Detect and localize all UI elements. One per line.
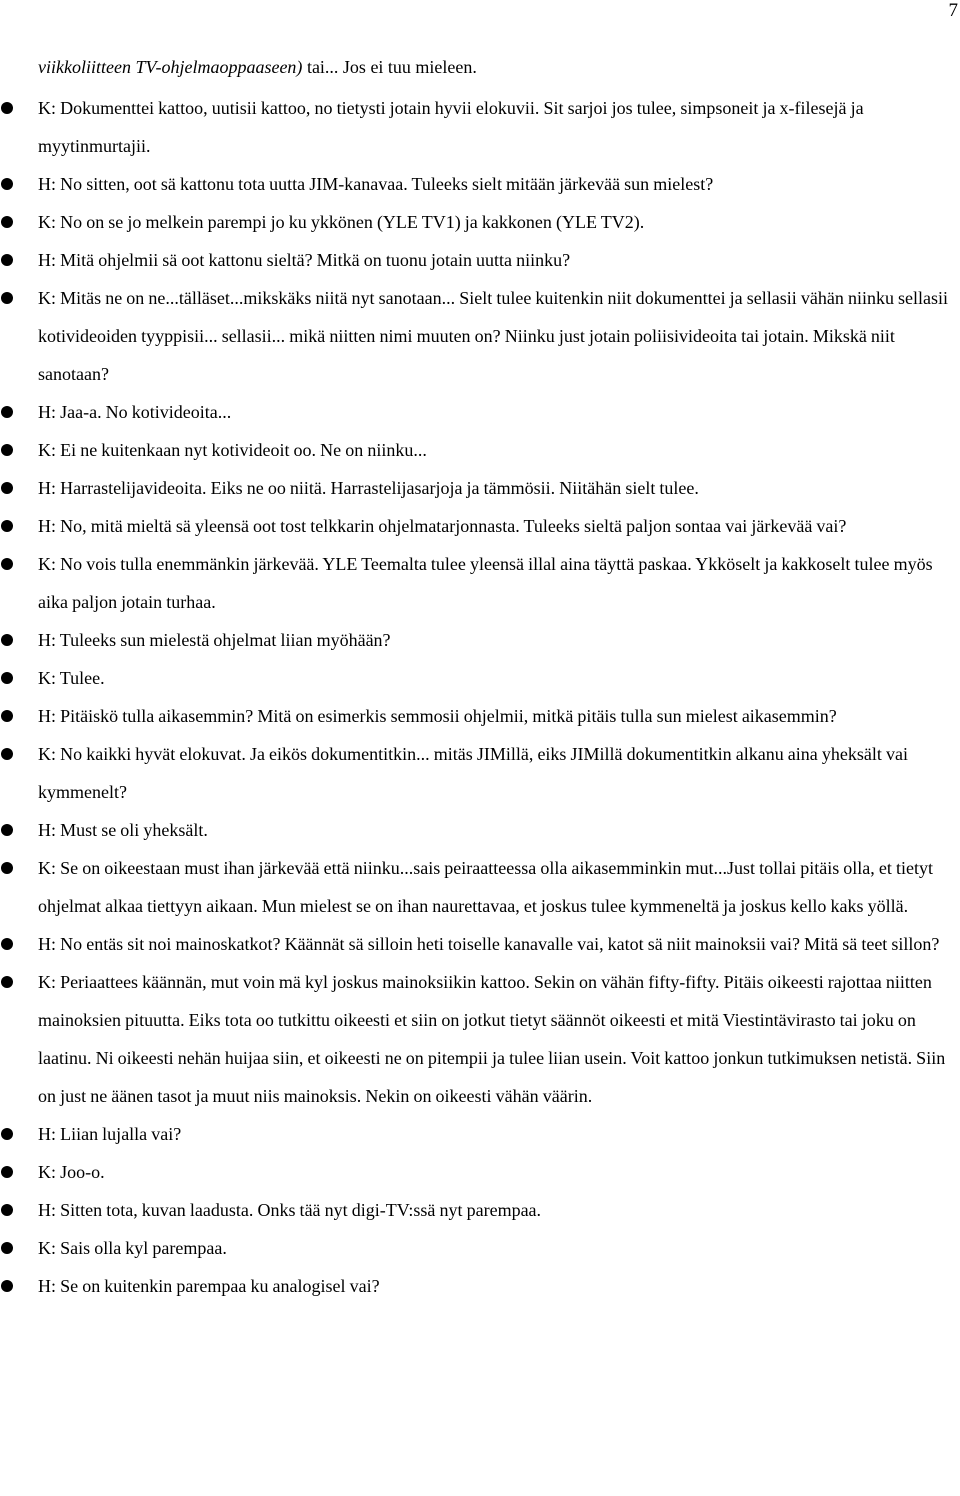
bullet-icon [1,976,13,988]
bullet-icon [1,444,13,456]
bullet-icon [1,102,13,114]
transcript-entry [0,735,960,811]
transcript-entry [0,697,960,735]
intro-line [38,53,948,81]
bullet-icon [1,254,13,266]
entry-text: K: Tulee. [38,668,105,688]
bullet-icon [1,1128,13,1140]
transcript-entry [0,849,960,925]
entry-text: H: Sitten tota, kuvan laadusta. Onks tää nyt digi-TV:ssä nyt parempaa. [38,1200,542,1220]
entry-text: H: Mitä ohjelmii sä oot kattonu sieltä? Mitkä on tuonu jotain uutta niinku? [38,250,571,270]
entry-text: K: Dokumenttei kattoo, uutisii kattoo, no tietysti jotain hyvii elokuvii. Sit sarjoi jos tulee, simpsoneit ja x-filesejä ja myytinmurtajii. [38,98,864,156]
transcript-entry [0,469,960,507]
entry-text: H: No, mitä mieltä sä yleensä oot tost telkkarin ohjelmatarjonnasta. Tuleeks sieltä paljon sontaa vai järkevää vai? [38,516,847,536]
transcript-entry [0,1191,960,1229]
entry-text: K: Mitäs ne on ne...tälläset...mikskäks niitä nyt sanotaan... Sielt tulee kuitenkin niit dokumenttei ja sellasii vähän niinku sellasii kotivideoiden tyyppisii... sellasii... mikä niitten nimi muuten on? Niinku just jotain poliisivideoita tai jotain. Mikskä niit sanotaan? [38,288,949,384]
entry-text: K: No on se jo melkein parempi jo ku ykkönen (YLE TV1) ja kakkonen (YLE TV2). [38,212,645,232]
entry-text: K: Ei ne kuitenkaan nyt kotivideoit oo. Ne on niinku... [38,440,427,460]
bullet-icon [1,710,13,722]
transcript-entry [0,659,960,697]
entry-text: H: Tuleeks sun mielestä ohjelmat liian myöhään? [38,630,391,650]
entry-text: H: Liian lujalla vai? [38,1124,182,1144]
transcript-entry [0,1115,960,1153]
interview-transcript [0,89,960,1305]
bullet-icon [1,216,13,228]
transcript-entry [0,507,960,545]
bullet-icon [1,862,13,874]
transcript-entry [0,1229,960,1267]
bullet-icon [1,482,13,494]
transcript-entry [0,545,960,621]
entry-text: H: No entäs sit noi mainoskatkot? Käännät sä silloin heti toiselle kanavalle vai, katot sä niit mainoksii vai? Mitä sä teet sillon? [38,934,940,954]
bullet-icon [1,1280,13,1292]
transcript-entry [0,1153,960,1191]
bullet-icon [1,1242,13,1254]
entry-text: H: Se on kuitenkin parempaa ku analogisel vai? [38,1276,380,1296]
bullet-icon [1,558,13,570]
bullet-icon [1,1204,13,1216]
transcript-entry [0,165,960,203]
transcript-entry [0,393,960,431]
bullet-icon [1,634,13,646]
bullet-icon [1,824,13,836]
transcript-entry [0,203,960,241]
entry-text: K: Joo-o. [38,1162,105,1182]
entry-text: H: No sitten, oot sä kattonu tota uutta JIM-kanavaa. Tuleeks sielt mitään järkevää sun mielest? [38,174,714,194]
entry-text: H: Jaa-a. No kotivideoita... [38,402,232,422]
entry-text: H: Harrastelijavideoita. Eiks ne oo niitä. Harrastelijasarjoja ja tämmösii. Niitähän sielt tulee. [38,478,699,498]
bullet-icon [1,748,13,760]
bullet-icon [1,292,13,304]
bullet-icon [1,178,13,190]
bullet-icon [1,938,13,950]
entry-text: K: Periaattees käännän, mut voin mä kyl joskus mainoksiikin kattoo. Sekin on vähän fifty-fifty. Pitäis oikeesti rajottaa niitten mainoksien pituutta. Eiks tota oo tutkittu oikeesti et siin on jotkut tietyt säännöt oikeesti et mitä Viestintävirasto tai joku on laatinu. Ni oikeesti nehän huijaa siin, et oikeesti ne on pitempii ja tulee liian usein. Voit kattoo jonkun tutkimuksen netistä. Siin on just ne äänen tasot ja muut niis mainoksis. Nekin on oikeesti vähän väärin. [38,972,946,1106]
entry-text: K: Se on oikeestaan must ihan järkevää että niinku...sais peiraatteessa olla aikasemminkin mut...Just tollai pitäis olla, et tietyt ohjelmat alkaa tiettyyn aikaan. Mun mielest se on ihan naurettavaa, et joskus tulee kymmeneltä ja joskus kello kaks yöllä. [38,858,933,916]
bullet-icon [1,520,13,532]
intro-text: tai... Jos ei tuu mieleen. [302,57,477,77]
entry-text: H: Must se oli yheksält. [38,820,208,840]
transcript-entry [0,279,960,393]
transcript-entry [0,89,960,165]
transcript-entry [0,811,960,849]
transcript-entry [0,1267,960,1305]
bullet-icon [1,672,13,684]
intro-italic-text: viikkoliitteen TV-ohjelmaoppaaseen) [38,57,303,77]
entry-text: H: Pitäiskö tulla aikasemmin? Mitä on esimerkis semmosii ohjelmii, mitkä pitäis tulla sun mielest aikasemmin? [38,706,837,726]
entry-text: K: No vois tulla enemmänkin järkevää. YLE Teemalta tulee yleensä illal aina täyttä paskaa. Ykköselt ja kakkoselt tulee myös aika paljon jotain turhaa. [38,554,933,612]
page-number: 7 [948,0,958,21]
transcript-entry [0,241,960,279]
entry-text: K: Sais olla kyl parempaa. [38,1238,227,1258]
transcript-entry [0,963,960,1115]
transcript-entry [0,431,960,469]
transcript-entry [0,925,960,963]
transcript-entry [0,621,960,659]
bullet-icon [1,406,13,418]
entry-text: K: No kaikki hyvät elokuvat. Ja eikös dokumentitkin... mitäs JIMillä, eiks JIMillä dokumentitkin alkanu aina yheksält vai kymmenelt? [38,744,908,802]
bullet-icon [1,1166,13,1178]
